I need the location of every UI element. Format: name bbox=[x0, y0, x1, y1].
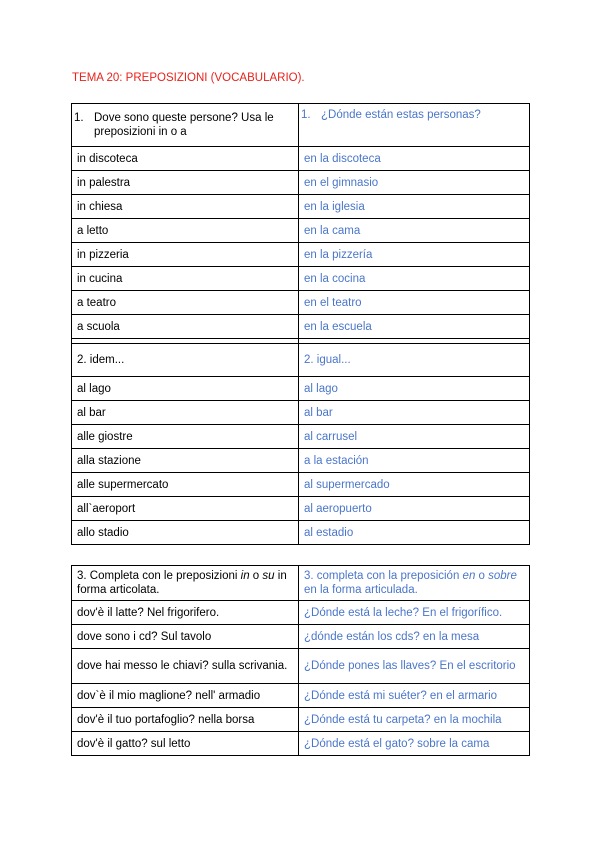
spanish-cell: en la cama bbox=[299, 219, 530, 243]
section1-header-it bbox=[72, 104, 299, 147]
italian-cell: all`aeroport bbox=[72, 497, 299, 521]
section1-header-es bbox=[299, 104, 530, 147]
italian-cell: al bar bbox=[72, 401, 299, 425]
spanish-cell: en el teatro bbox=[299, 291, 530, 315]
italian-cell: dov'è il gatto? sul letto bbox=[72, 732, 299, 756]
page-title: TEMA 20: PREPOSIZIONI (VOCABULARIO). bbox=[72, 72, 305, 84]
italian-cell: dov'è il tuo portafoglio? nella borsa bbox=[72, 708, 299, 732]
italian-cell: a letto bbox=[72, 219, 299, 243]
header-text: en la forma articulada. bbox=[304, 584, 418, 596]
header-text: o bbox=[249, 570, 263, 582]
table-row bbox=[72, 195, 530, 219]
table-row bbox=[72, 497, 530, 521]
header-italic: sobre bbox=[488, 570, 517, 582]
section1-header-es-text: ¿Dónde están estas personas? bbox=[321, 109, 481, 121]
table-row bbox=[72, 473, 530, 497]
italian-cell: dov'è il latte? Nel frigorifero. bbox=[72, 601, 299, 625]
table-row bbox=[72, 243, 530, 267]
table-row bbox=[72, 219, 530, 243]
table-row bbox=[72, 521, 530, 545]
spanish-cell: en la discoteca bbox=[299, 147, 530, 171]
header-text: 3. Completa con le preposizioni bbox=[77, 570, 241, 582]
table-row bbox=[72, 649, 530, 684]
italian-cell: al lago bbox=[72, 377, 299, 401]
table-row bbox=[72, 147, 530, 171]
table-row bbox=[72, 601, 530, 625]
table-row bbox=[72, 171, 530, 195]
spanish-cell: al carrusel bbox=[299, 425, 530, 449]
italian-cell: in palestra bbox=[72, 171, 299, 195]
table-header-row bbox=[72, 104, 530, 147]
header-italic: en bbox=[462, 570, 476, 582]
italian-cell: dove sono i cd? Sul tavolo bbox=[72, 625, 299, 649]
italian-cell: in cucina bbox=[72, 267, 299, 291]
table-row bbox=[72, 291, 530, 315]
header-text: in forma articolata. bbox=[77, 570, 287, 596]
vocabulary-table-2 bbox=[71, 565, 530, 756]
header-italic: in bbox=[240, 570, 250, 582]
spanish-cell: en la iglesia bbox=[299, 195, 530, 219]
section1-header-es-num: 1. bbox=[301, 109, 311, 121]
table-row bbox=[72, 684, 530, 708]
table-row bbox=[72, 732, 530, 756]
section2-header-es: 2. igual... bbox=[299, 344, 530, 377]
spanish-cell: ¿Dónde está el gato? sobre la cama bbox=[299, 732, 530, 756]
spanish-cell: al supermercado bbox=[299, 473, 530, 497]
italian-cell: in discoteca bbox=[72, 147, 299, 171]
section3-header-it bbox=[72, 566, 299, 601]
table-row bbox=[72, 377, 530, 401]
spanish-cell: a la estación bbox=[299, 449, 530, 473]
table-row bbox=[72, 449, 530, 473]
italian-cell: a teatro bbox=[72, 291, 299, 315]
italian-cell: dove hai messo le chiavi? sulla scrivania. bbox=[72, 649, 299, 684]
italian-cell: alla stazione bbox=[72, 449, 299, 473]
spanish-cell: al estadio bbox=[299, 521, 530, 545]
spanish-cell: ¿dónde están los cds? en la mesa bbox=[299, 625, 530, 649]
table-row bbox=[72, 425, 530, 449]
spanish-cell: ¿Dónde pones las llaves? En el escritorio bbox=[299, 649, 530, 684]
italian-cell: allo stadio bbox=[72, 521, 299, 545]
section1-header-it-text: Dove sono queste persone? Usa le preposizioni in o a bbox=[94, 112, 274, 138]
section2-header-row bbox=[72, 344, 530, 377]
spanish-cell: ¿Dónde está tu carpeta? en la mochila bbox=[299, 708, 530, 732]
table-row bbox=[72, 315, 530, 339]
section1-header-it-num: 1. bbox=[74, 112, 84, 124]
italian-cell: in chiesa bbox=[72, 195, 299, 219]
spanish-cell: al lago bbox=[299, 377, 530, 401]
spanish-cell: en el gimnasio bbox=[299, 171, 530, 195]
spanish-cell: ¿Dónde está mi suéter? en el armario bbox=[299, 684, 530, 708]
table-row bbox=[72, 267, 530, 291]
section3-header-row bbox=[72, 566, 530, 601]
spanish-cell: en la cocina bbox=[299, 267, 530, 291]
section2-header-it: 2. idem... bbox=[72, 344, 299, 377]
spanish-cell: al aeropuerto bbox=[299, 497, 530, 521]
table-row bbox=[72, 401, 530, 425]
italian-cell: in pizzeria bbox=[72, 243, 299, 267]
header-text: 3. completa con la preposición bbox=[304, 570, 463, 582]
vocabulary-table-1 bbox=[71, 103, 530, 545]
italian-cell: a scuola bbox=[72, 315, 299, 339]
spanish-cell: al bar bbox=[299, 401, 530, 425]
spanish-cell: en la pizzería bbox=[299, 243, 530, 267]
header-text: o bbox=[475, 570, 489, 582]
header-italic: su bbox=[262, 570, 275, 582]
italian-cell: alle supermercato bbox=[72, 473, 299, 497]
italian-cell: dov`è il mio maglione? nell' armadio bbox=[72, 684, 299, 708]
italian-cell: alle giostre bbox=[72, 425, 299, 449]
spanish-cell: ¿Dónde está la leche? En el frigorífico. bbox=[299, 601, 530, 625]
table-row bbox=[72, 708, 530, 732]
spanish-cell: en la escuela bbox=[299, 315, 530, 339]
table-row bbox=[72, 625, 530, 649]
section3-header-es bbox=[299, 566, 530, 601]
